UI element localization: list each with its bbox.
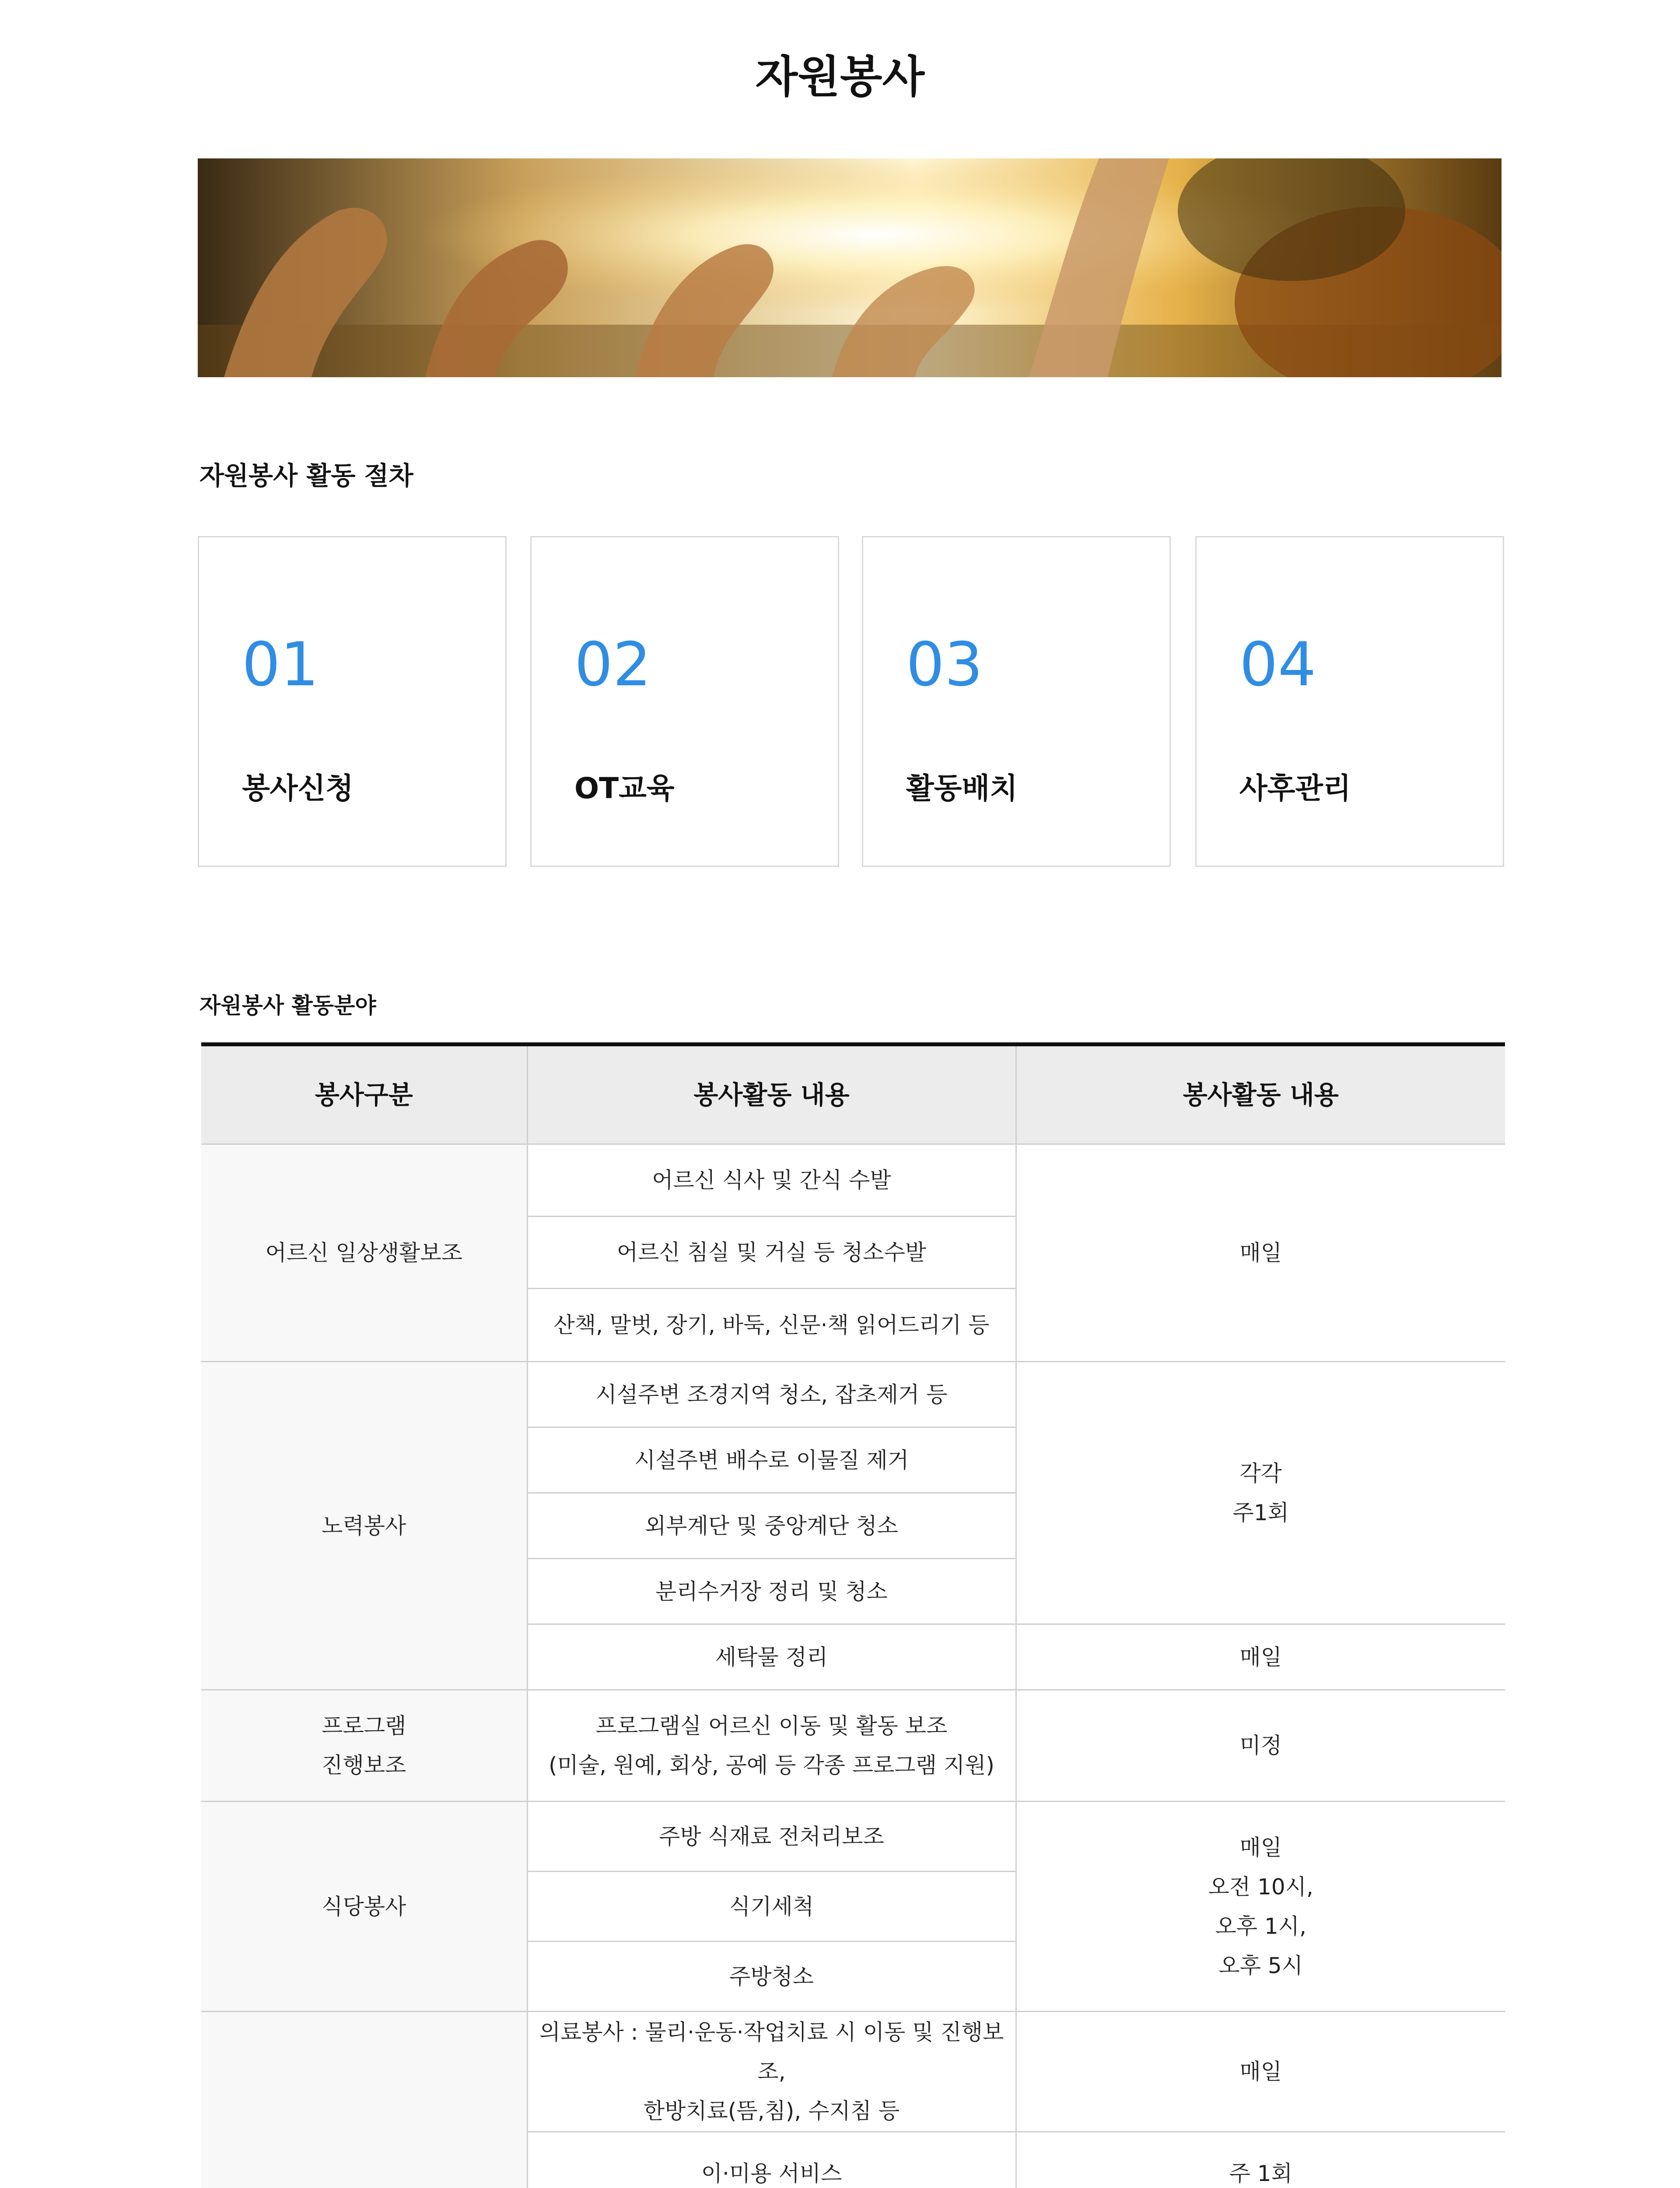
fields-title: 자원봉사 활동분야 <box>200 993 376 1018</box>
frequency-cell: 매일 <box>1016 1624 1505 1690</box>
category-cell <box>201 2012 527 2188</box>
category-cell: 어르신 일상생활보조 <box>201 1144 527 1362</box>
content-cell: 산책, 말벗, 장기, 바둑, 신문·책 읽어드리기 등 <box>527 1289 1016 1362</box>
category-line: 진행보조 <box>322 1753 406 1778</box>
frequency-line: 주1회 <box>1232 1500 1289 1525</box>
step-card-3 <box>862 536 1171 867</box>
category-cell <box>201 1690 527 1802</box>
content-cell: 주방청소 <box>527 1942 1016 2012</box>
header-frequency: 봉사활동 내용 <box>1016 1045 1505 1144</box>
content-cell <box>527 1690 1016 1802</box>
category-cell: 노력봉사 <box>201 1362 527 1690</box>
header-category: 봉사구분 <box>201 1045 527 1144</box>
hero-banner-image <box>198 158 1502 377</box>
content-line: 한방치료(뜸,침), 수지침 등 <box>643 2098 900 2124</box>
content-cell: 주방 식재료 전처리보조 <box>527 1802 1016 1872</box>
step-card-1 <box>198 536 507 867</box>
frequency-cell: 매일 <box>1016 2012 1505 2132</box>
header-content: 봉사활동 내용 <box>527 1045 1016 1144</box>
step-card-2 <box>530 536 839 867</box>
content-cell: 식기세척 <box>527 1872 1016 1942</box>
procedure-title: 자원봉사 활동 절차 <box>200 461 413 491</box>
volunteer-fields-table <box>201 1042 1505 2188</box>
frequency-line: 오후 1시, <box>1215 1913 1306 1939</box>
category-cell: 식당봉사 <box>201 1802 527 2012</box>
step-number: 03 <box>906 629 983 700</box>
category-line: 프로그램 <box>322 1713 406 1739</box>
step-label: 봉사신청 <box>242 771 354 805</box>
content-cell <box>527 2012 1016 2132</box>
step-label: 활동배치 <box>906 771 1018 805</box>
content-cell: 이·미용 서비스 <box>527 2132 1016 2188</box>
frequency-cell: 매일 <box>1016 1144 1505 1362</box>
frequency-line: 매일 <box>1239 1834 1282 1860</box>
content-line: 의료봉사 : 물리·운동·작업치료 시 이동 및 진행보조, <box>539 2020 1004 2084</box>
procedure-steps <box>198 536 1504 868</box>
frequency-cell <box>1016 1362 1505 1624</box>
frequency-line: 오후 5시 <box>1218 1953 1303 1978</box>
content-cell: 시설주변 조경지역 청소, 잡초제거 등 <box>527 1362 1016 1427</box>
content-cell: 세탁물 정리 <box>527 1624 1016 1690</box>
content-cell: 외부계단 및 중앙계단 청소 <box>527 1493 1016 1559</box>
step-number: 04 <box>1239 629 1316 700</box>
frequency-line: 오전 10시, <box>1208 1874 1313 1900</box>
table-header-row <box>201 1045 1505 1144</box>
content-line: 프로그램실 어르신 이동 및 활동 보조 <box>595 1713 948 1739</box>
frequency-cell: 주 1회 <box>1016 2132 1505 2188</box>
step-number: 01 <box>242 629 319 700</box>
table-row <box>201 1144 1505 1217</box>
frequency-cell <box>1016 1802 1505 2012</box>
content-cell: 분리수거장 정리 및 청소 <box>527 1559 1016 1624</box>
content-cell: 어르신 침실 및 거실 등 청소수발 <box>527 1217 1016 1289</box>
step-label: 사후관리 <box>1239 771 1351 805</box>
content-cell: 어르신 식사 및 간식 수발 <box>527 1144 1016 1217</box>
table-row <box>201 1362 1505 1427</box>
page-title: 자원봉사 <box>755 51 925 102</box>
frequency-cell: 미정 <box>1016 1690 1505 1802</box>
content-line: (미술, 원예, 회상, 공예 등 각종 프로그램 지원) <box>548 1753 995 1778</box>
step-number: 02 <box>574 629 651 700</box>
table-row <box>201 2012 1505 2132</box>
table-row <box>201 1802 1505 1872</box>
step-label: OT교육 <box>574 771 675 805</box>
frequency-line: 각각 <box>1239 1460 1282 1486</box>
content-cell: 시설주변 배수로 이물질 제거 <box>527 1427 1016 1493</box>
step-card-4 <box>1195 536 1504 867</box>
table-row <box>201 1690 1505 1802</box>
